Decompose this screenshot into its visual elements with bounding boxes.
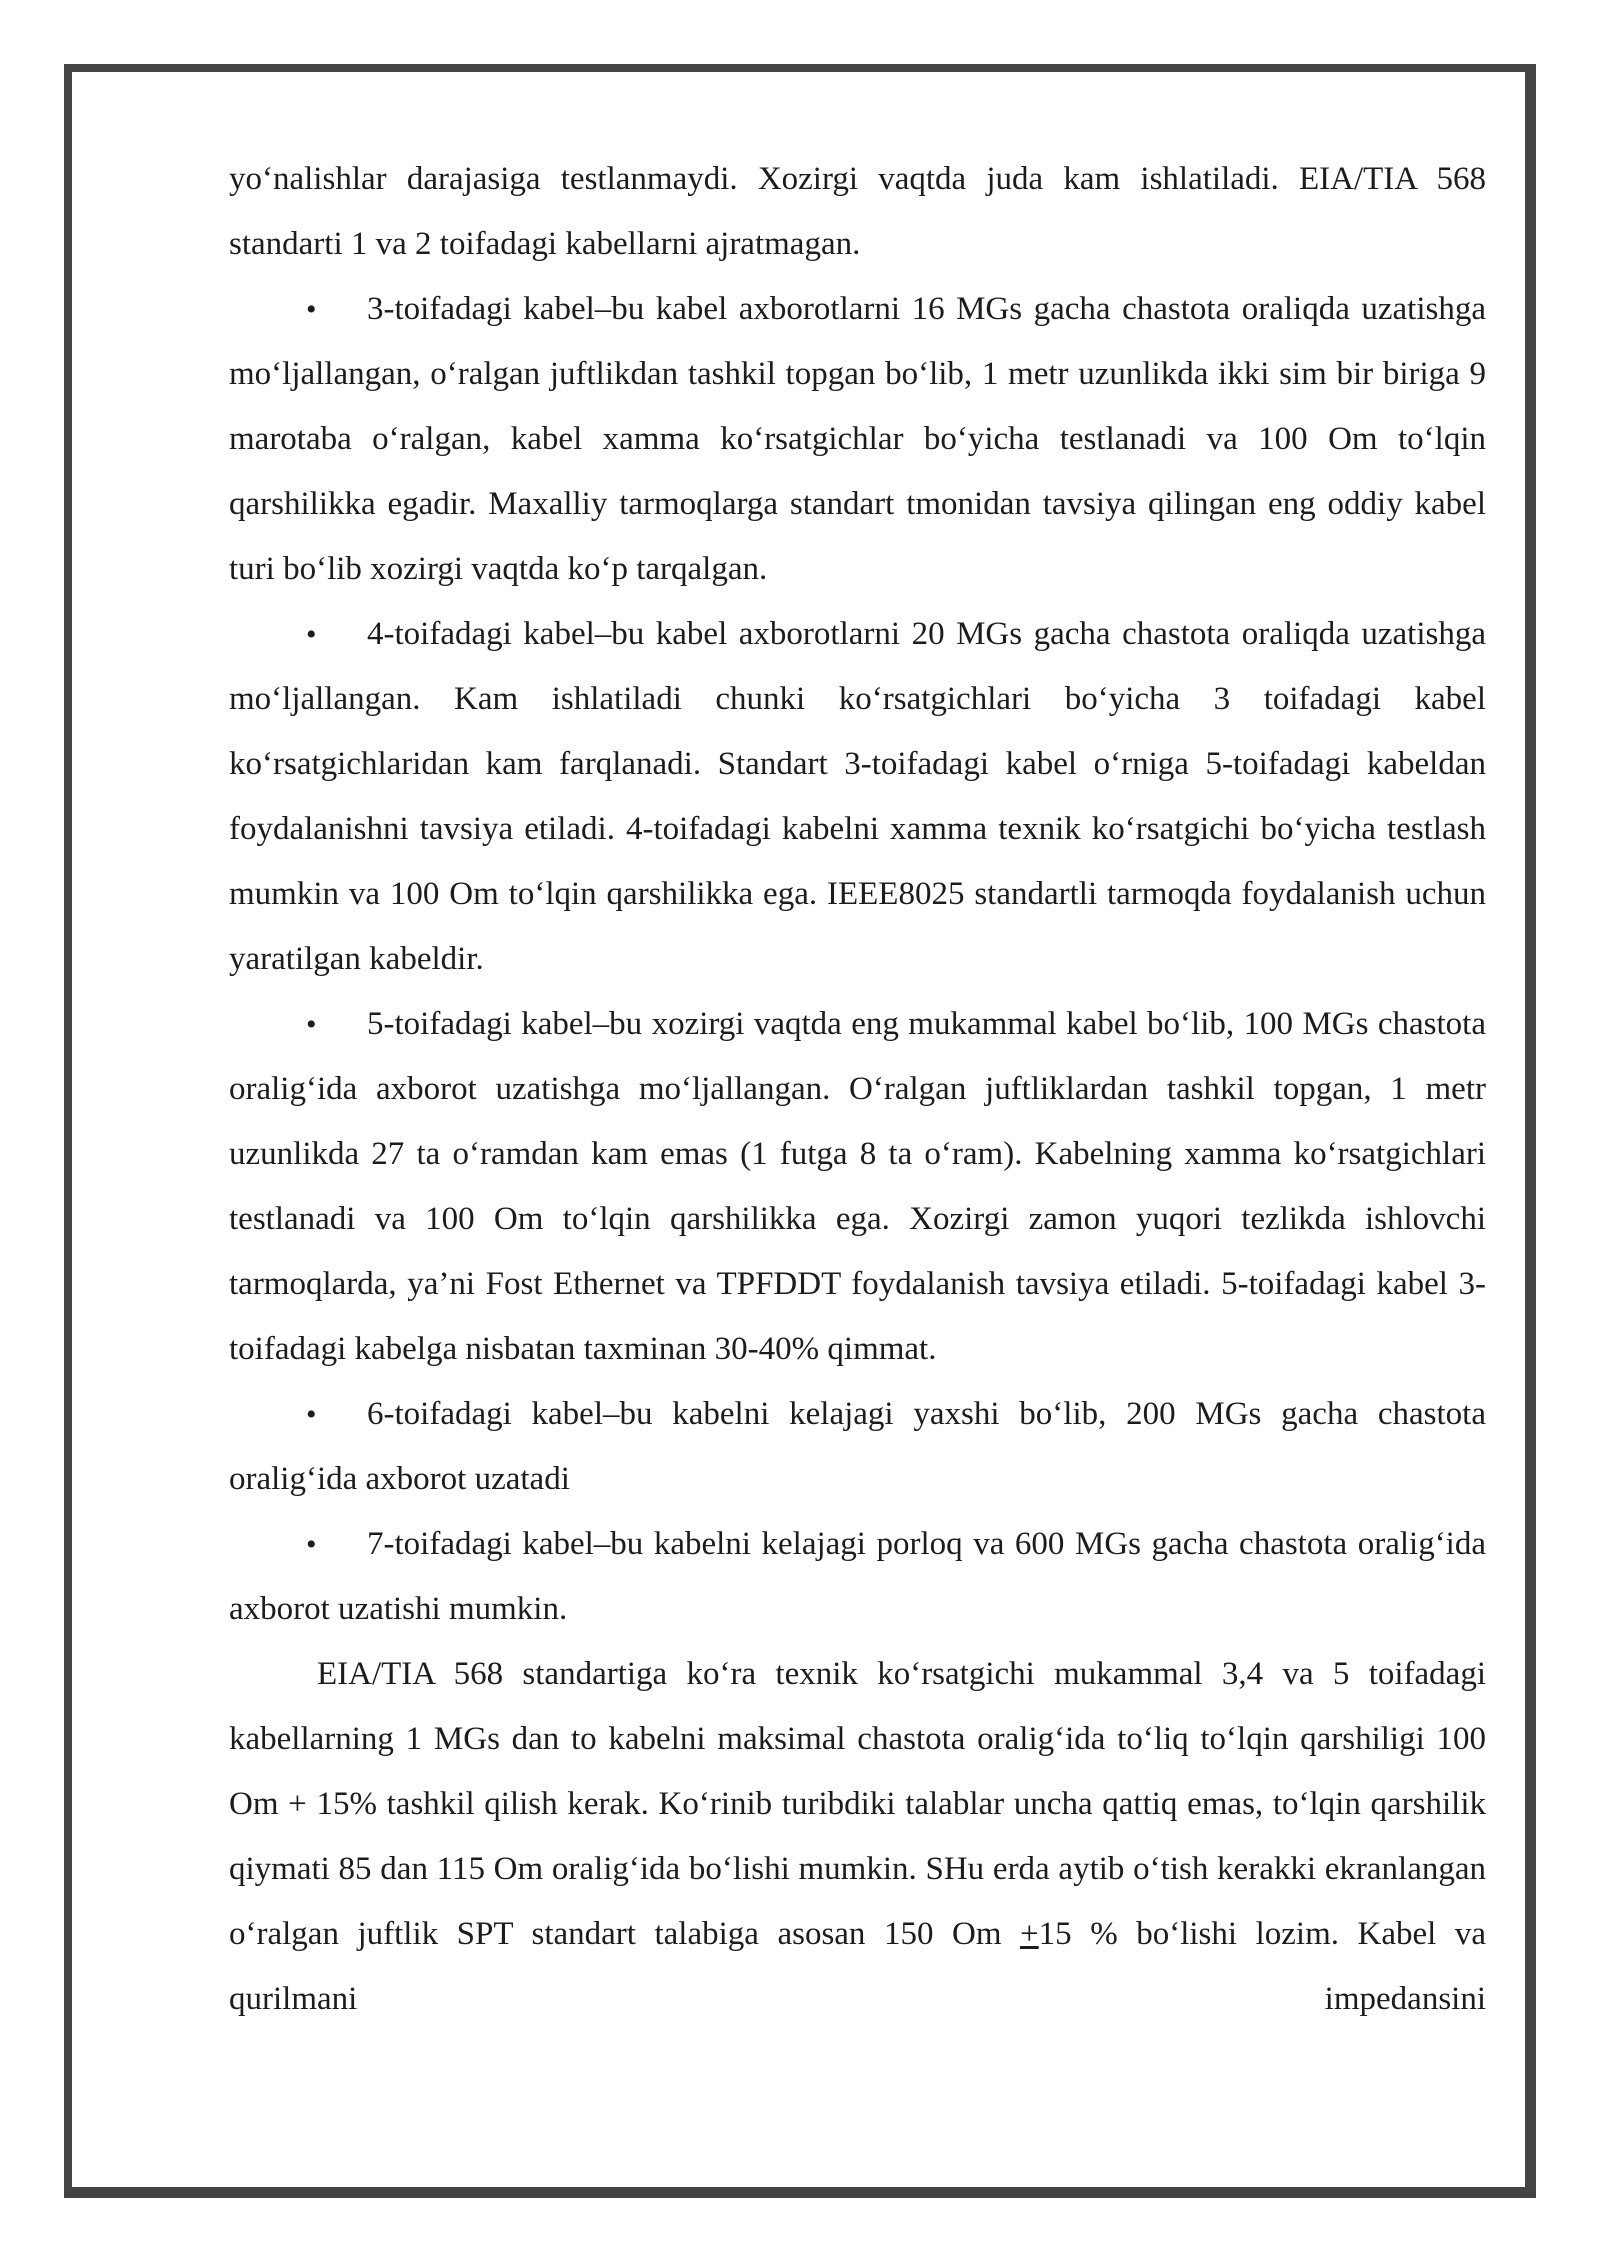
plus-minus-sign: + <box>1020 1916 1039 1952</box>
bullet-text: 5-toifadagi kabel–bu xozirgi vaqtda eng mukammal kabel bo‘lib, 100 MGs chastota oralig‘ida axborot uzatishga mo‘ljallangan. O‘ralgan juftliklardan tashkil topgan, 1 metr uzunlikda 27 ta o‘ramdan kam emas (1 futga 8 ta o‘ram). Kabelning xamma ko‘rsatgichlari testlanadi va 100 Om to‘lqin qarshilikka ega. Xozirgi zamon yuqori tezlikda ishlovchi tarmoqlarda, ya’ni Fost Ethernet va TPFDDT foydalanish tavsiya etiladi. 5-toifadagi kabel 3-toifadagi kabelga nisbatan taxminan 30-40% qimmat. <box>229 1006 1486 1367</box>
closing-paragraph <box>229 1642 1486 2032</box>
bullet-item-category-5 <box>229 992 1486 1382</box>
bullet-text: 4-toifadagi kabel–bu kabel axborotlarni 20 MGs gacha chastota oraliqda uzatishga mo‘ljallangan. Kam ishlatiladi chunki ko‘rsatgichlari bo‘yicha 3 toifadagi kabel ko‘rsatgichlaridan kam farqlanadi. Standart 3-toifadagi kabel o‘rniga 5-toifadagi kabeldan foydalanishni tavsiya etiladi. 4-toifadagi kabelni xamma texnik ko‘rsatgichi bo‘yicha testlash mumkin va 100 Om to‘lqin qarshilikka ega. IEEE8025 standartli tarmoqda foydalanish uchun yaratilgan kabeldir. <box>229 616 1486 977</box>
closing-text-part1: EIA/TIA 568 standartiga ko‘ra texnik ko‘rsatgichi mukammal 3,4 va 5 toifadagi kabellarning 1 MGs dan to kabelni maksimal chastota oralig‘ida to‘liq to‘lqin qarshiligi 100 Om + 15% tashkil qilish kerak. Ko‘rinib turibdiki talablar uncha qattiq emas, to‘lqin qarshilik qiymati 85 dan 115 Om oralig‘ida bo‘lishi mumkin. SHu erda aytib o‘tish kerakki ekranlangan o‘ralgan juftlik SPT standart talabiga asosan 150 Om <box>229 1656 1486 1952</box>
bullet-icon: • <box>306 1398 317 1431</box>
bullet-icon: • <box>306 1008 317 1041</box>
bullet-text: 7-toifadagi kabel–bu kabelni kelajagi porloq va 600 MGs gacha chastota oralig‘ida axborot uzatishi mumkin. <box>229 1526 1486 1627</box>
bullet-item-category-6 <box>229 1382 1486 1512</box>
bullet-icon: • <box>306 1528 317 1561</box>
bullet-icon: • <box>306 618 317 651</box>
bullet-item-category-3 <box>229 277 1486 602</box>
document-body <box>229 147 1486 2032</box>
bullet-icon: • <box>306 293 317 326</box>
bullet-text: 3-toifadagi kabel–bu kabel axborotlarni 16 MGs gacha chastota oraliqda uzatishga mo‘ljallangan, o‘ralgan juftlikdan tashkil topgan bo‘lib, 1 metr uzunlikda ikki sim bir biriga 9 marotaba o‘ralgan, kabel xamma ko‘rsatgichlar bo‘yicha testlanadi va 100 Om to‘lqin qarshilikka egadir. Maxalliy tarmoqlarga standart tmonidan tavsiya qilingan eng oddiy kabel turi bo‘lib xozirgi vaqtda ko‘p tarqalgan. <box>229 291 1486 587</box>
intro-paragraph: yo‘nalishlar darajasiga testlanmaydi. Xozirgi vaqtda juda kam ishlatiladi. EIA/TIA 568 standarti 1 va 2 toifadagi kabellarni ajratmagan. <box>229 161 1486 262</box>
bullet-item-category-4 <box>229 602 1486 992</box>
bullet-item-category-7 <box>229 1512 1486 1642</box>
closing-text-part2: 15 % bo‘lishi lozim. Kabel va qurilmani impedansini <box>229 1916 1486 2017</box>
bullet-text: 6-toifadagi kabel–bu kabelni kelajagi yaxshi bo‘lib, 200 MGs gacha chastota oralig‘ida axborot uzatadi <box>229 1396 1486 1497</box>
